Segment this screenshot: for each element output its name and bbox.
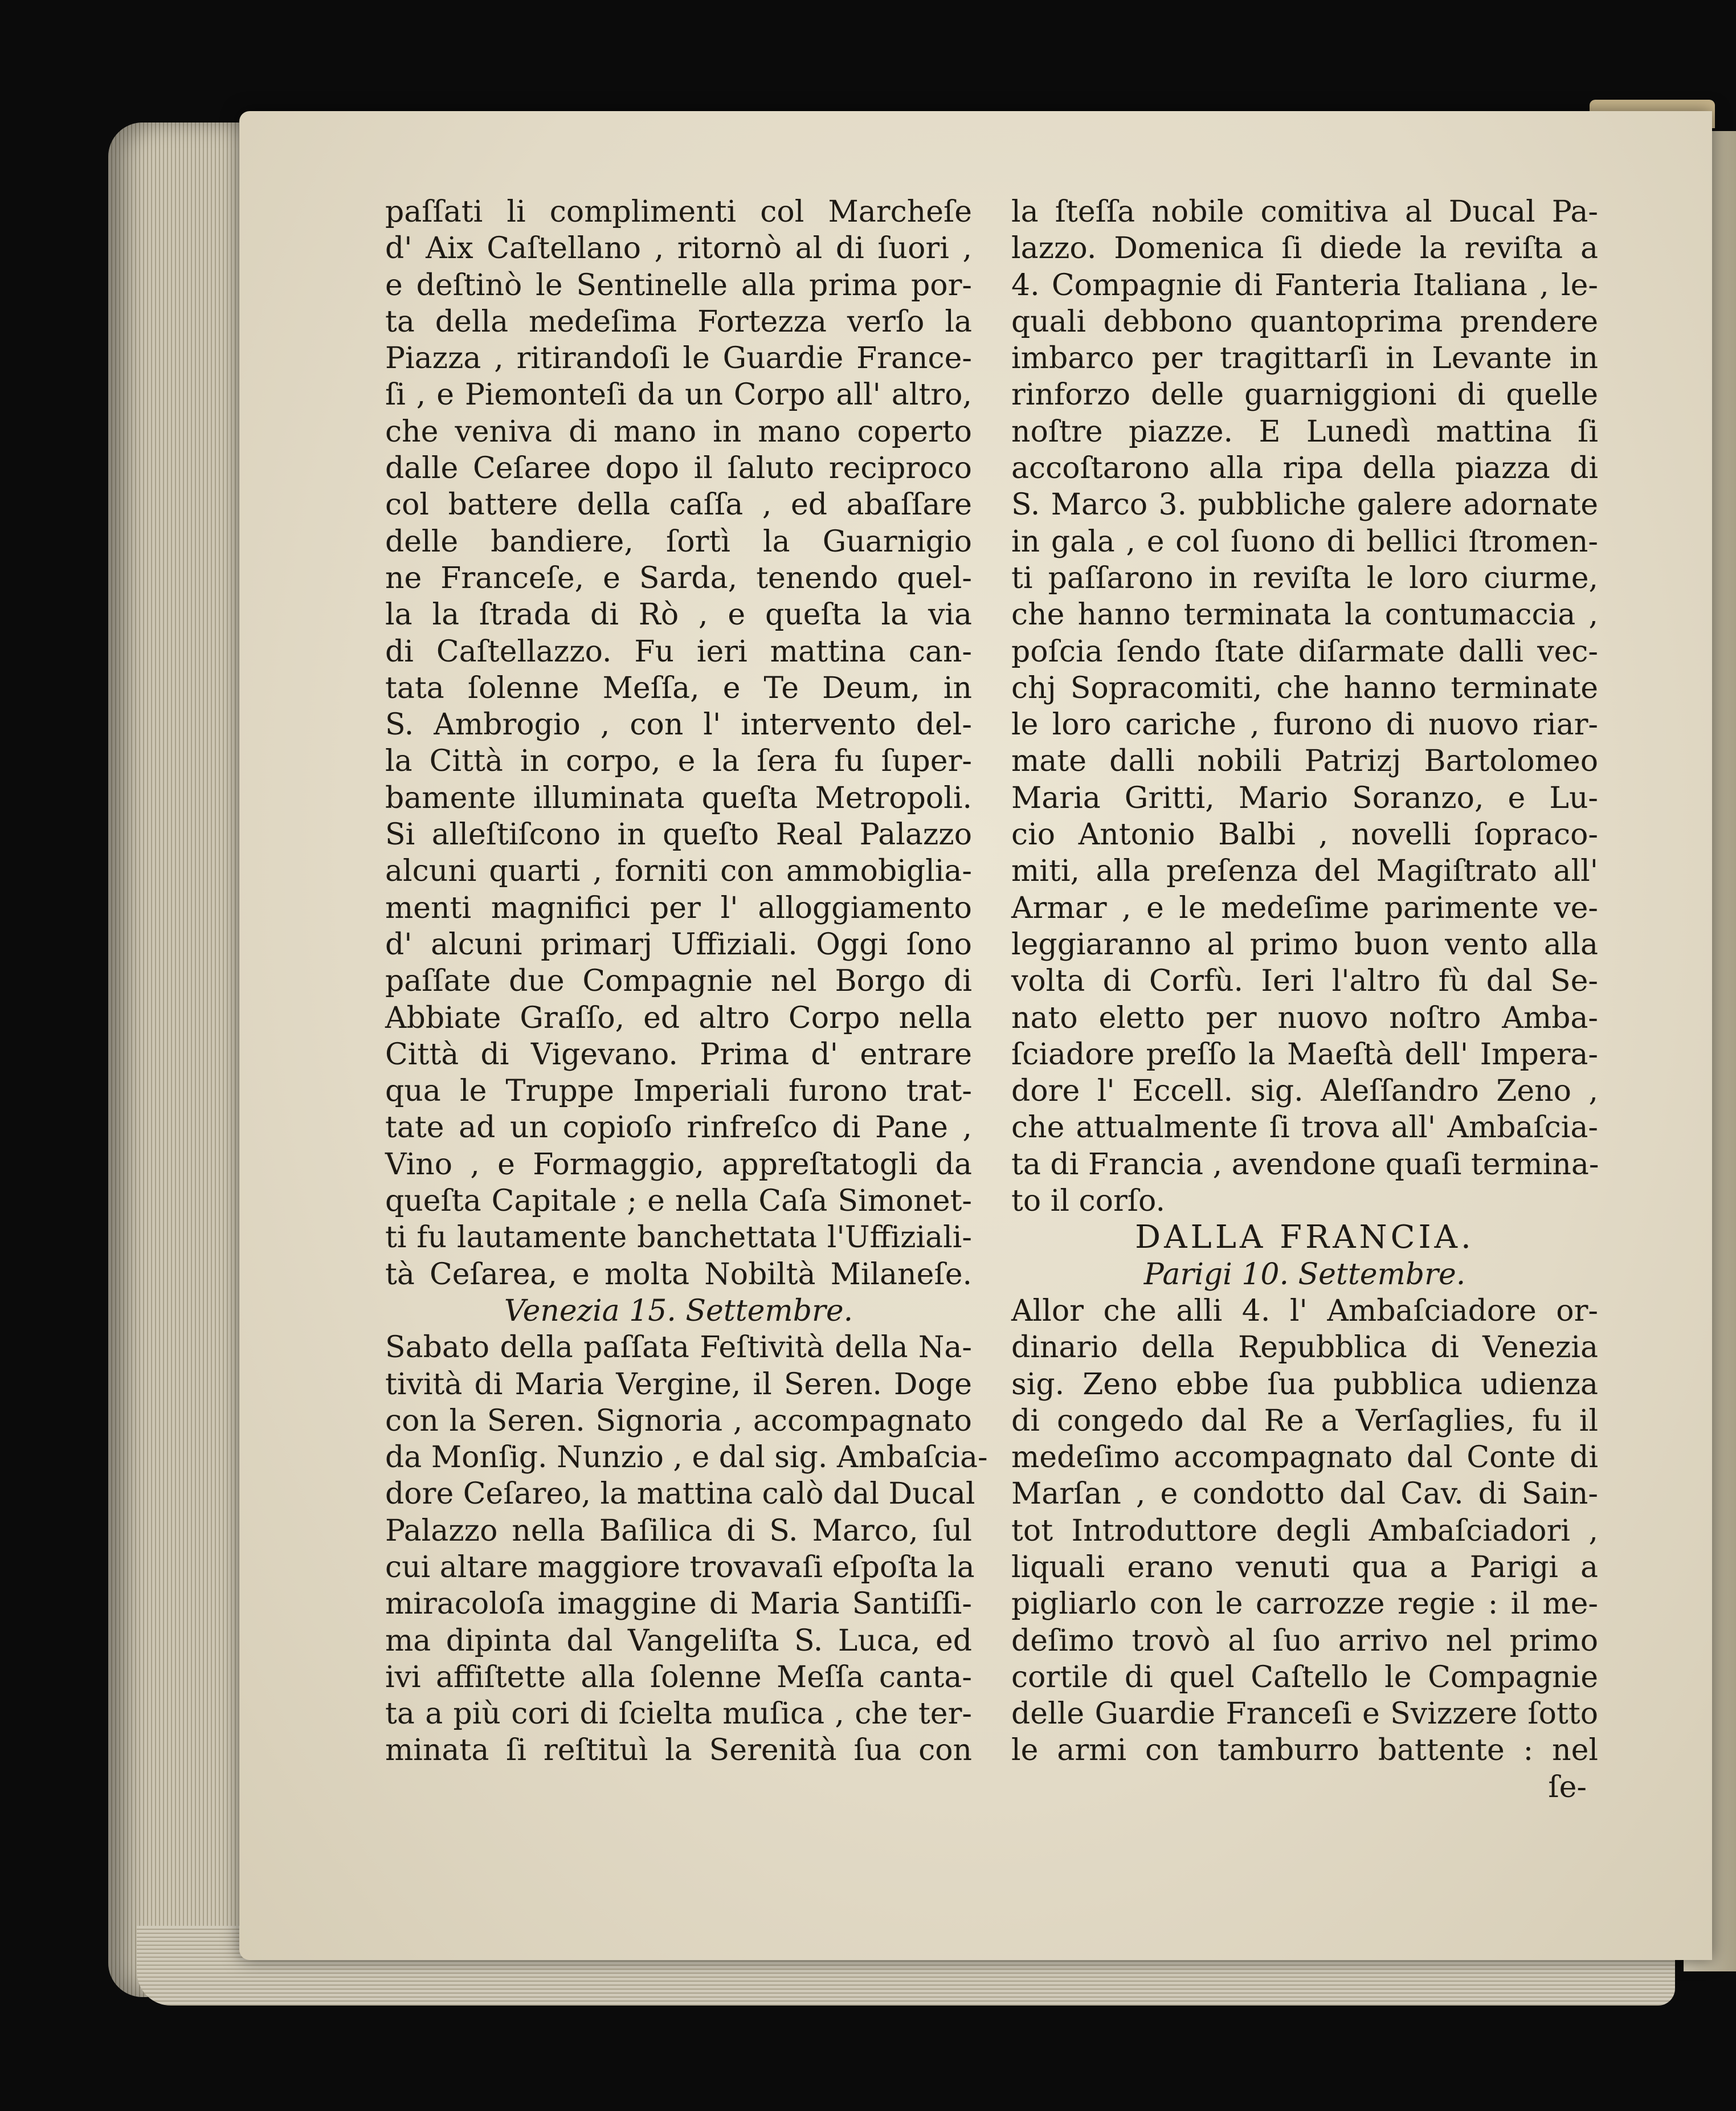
text-line: miracoloſa imaggine di Maria Santiſſi- xyxy=(385,1587,972,1622)
venezia-dateline: Venezia 15. Settembre. xyxy=(504,1293,853,1328)
text-line: Sabato della paſſata Feſtività della Na- xyxy=(385,1330,972,1365)
text-line: ta della medeſima Fortezza verſo la xyxy=(385,304,972,339)
text-line: Città di Vigevano. Prima d' entrare xyxy=(385,1037,972,1072)
text-line: e deſtinò le Sentinelle alla prima por- xyxy=(385,268,972,303)
text-line: Armar , e le medeſime parimente ve- xyxy=(1011,891,1598,925)
text-line: tate ad un copioſo rinfreſco di Pane , xyxy=(385,1110,972,1145)
text-line: d' alcuni primarj Uffiziali. Oggi ſono xyxy=(385,927,972,962)
text-line: liquali erano venuti qua a Parigi a xyxy=(1011,1550,1598,1585)
text-line: ta di Francia , avendone quaſi termina- xyxy=(1011,1147,1599,1182)
text-line: queſta Capitale ; e nella Caſa Simonet- xyxy=(385,1184,972,1219)
text-line: ſi , e Piemonteſi da un Corpo all' altro, xyxy=(385,378,972,413)
text-line: medeſimo accompagnato dal Conte di xyxy=(1011,1440,1598,1475)
text-line: delle Guardie Franceſi e Svizzere ſotto xyxy=(1011,1697,1598,1732)
text-line: le loro cariche , furono di nuovo riar- xyxy=(1011,708,1598,742)
text-line: da Monſig. Nunzio , e dal sig. Ambaſcia- xyxy=(385,1440,988,1475)
text-line: Vino , e Formaggio, appreſtatogli da xyxy=(385,1147,972,1182)
text-line: noſtre piazze. E Lunedì mattina ſi xyxy=(1011,414,1598,449)
text-line: S. Ambrogio , con l' intervento del- xyxy=(385,708,972,742)
text-line: la la ſtrada di Rò , e queſta la via xyxy=(385,598,972,632)
text-line: S. Marco 3. pubbliche galere adornate xyxy=(1011,488,1598,522)
text-line: dore l' Eccell. sig. Aleſſandro Zeno , xyxy=(1011,1074,1598,1109)
text-line: pigliarlo con le carrozze regie : il me- xyxy=(1011,1587,1598,1622)
text-line: delle bandiere, ſortì la Guarnigio xyxy=(385,524,972,559)
text-line: cui altare maggiore trovavaſi eſpoſta la xyxy=(385,1550,975,1585)
text-line: tot Introduttore degli Ambaſciadori , xyxy=(1011,1513,1598,1548)
text-line: paſſate due Compagnie nel Borgo di xyxy=(385,964,972,999)
text-line: lazzo. Domenica ſi diede la reviſta a xyxy=(1011,231,1598,266)
text-line: imbarco per tragittarſi in Levante in xyxy=(1011,341,1598,376)
text-line: col battere della caſſa , ed abaſſare xyxy=(385,488,972,522)
text-line: tività di Maria Vergine, il Seren. Doge xyxy=(385,1367,972,1402)
text-line: che attualmente ſi trova all' Ambaſcia- xyxy=(1011,1110,1598,1145)
text-line: Piazza , ritirandoſi le Guardie France- xyxy=(385,341,972,376)
text-line: Maria Gritti, Mario Soranzo, e Lu- xyxy=(1011,781,1598,815)
text-line: nato eletto per nuovo noſtro Amba- xyxy=(1011,1001,1598,1035)
text-line: d' Aix Caſtellano , ritornò al di ſuori , xyxy=(385,231,972,266)
text-line: cortile di quel Caſtello le Compagnie xyxy=(1011,1660,1598,1694)
text-line: rinforzo delle guarniggioni di quelle xyxy=(1011,378,1598,413)
right-column xyxy=(1011,194,1598,1806)
text-line: accoſtarono alla ripa della piazza di xyxy=(1011,451,1598,486)
text-line: ti fu lautamente banchettata l'Uffiziali- xyxy=(385,1220,972,1255)
text-line: la ſteſſa nobile comitiva al Ducal Pa- xyxy=(1011,195,1598,229)
text-line: ivi affiſtette alla ſolenne Meſſa canta- xyxy=(385,1660,972,1694)
text-line: dore Ceſareo, la mattina calò dal Ducal xyxy=(385,1477,975,1512)
text-line: la Città in corpo, e la ſera fu ſuper- xyxy=(385,744,972,779)
text-line: ne Franceſe, e Sarda, tenendo quel- xyxy=(385,561,972,595)
section-heading: DALLA FRANCIA. xyxy=(1135,1219,1474,1256)
text-line: 4. Compagnie di Fanteria Italiana , le- xyxy=(1011,268,1598,303)
text-line: menti magnifici per l' alloggiamento xyxy=(385,891,972,925)
text-line: minata ſi reſtituì la Serenità ſua con xyxy=(385,1733,972,1768)
text-line: di Caſtellazzo. Fu ieri mattina can- xyxy=(385,634,972,669)
text-line: miti, alla preſenza del Magiſtrato all' xyxy=(1011,854,1598,889)
text-line: tata ſolenne Meſſa, e Te Deum, in xyxy=(385,671,972,705)
text-line: dalle Ceſaree dopo il ſaluto reciproco xyxy=(385,451,972,486)
text-line: quali debbono quantoprima prendere xyxy=(1011,304,1598,339)
text-line: Palazzo nella Baſilica di S. Marco, ſul xyxy=(385,1513,972,1548)
text-line: Allor che alli 4. l' Ambaſciadore or- xyxy=(1011,1293,1598,1328)
text-line: paſſati li complimenti col Marcheſe xyxy=(385,195,972,229)
text-line: le armi con tamburro battente : nel xyxy=(1011,1733,1598,1768)
left-column xyxy=(385,194,988,1769)
text-line: leggiaranno al primo buon vento alla xyxy=(1011,927,1598,962)
catchword: ſe- xyxy=(1548,1770,1587,1804)
text-line: ta a più cori di ſcielta muſica , che ter- xyxy=(385,1697,972,1732)
text-line: di congedo dal Re a Verſaglies, fu il xyxy=(1011,1403,1598,1438)
text-line: Marſan , e condotto dal Cav. di Sain- xyxy=(1011,1477,1598,1512)
text-line: mate dalli nobili Patrizj Bartolomeo xyxy=(1011,744,1598,779)
text-line: che hanno terminata la contumaccia , xyxy=(1011,598,1598,632)
text-line: Abbiate Graſſo, ed altro Corpo nella xyxy=(385,1001,972,1035)
text-line: Si alleſtiſcono in queſto Real Palazzo xyxy=(385,818,972,852)
text-line: in gala , e col ſuono di bellici ſtromen- xyxy=(1011,524,1598,559)
text-line: volta di Corfù. Ieri l'altro fù dal Se- xyxy=(1011,964,1598,999)
text-line: con la Seren. Signoria , accompagnato xyxy=(385,1403,972,1438)
text-line: poſcia ſendo ſtate diſarmate dalli vec- xyxy=(1011,634,1598,669)
text-line: deſimo trovò al ſuo arrivo nel primo xyxy=(1011,1623,1598,1658)
text-line: ma dipinta dal Vangeliſta S. Luca, ed xyxy=(385,1623,972,1658)
text-line: cio Antonio Balbi , novelli ſopraco- xyxy=(1011,818,1598,852)
text-line: chj Sopracomiti, che hanno terminate xyxy=(1011,671,1598,705)
text-line: sig. Zeno ebbe ſua pubblica udienza xyxy=(1011,1367,1598,1402)
text-line: che veniva di mano in mano coperto xyxy=(385,414,972,449)
text-line: to il corſo. xyxy=(1011,1184,1165,1219)
text-line: alcuni quarti , forniti con ammobiglia- xyxy=(385,854,972,889)
text-line: bamente illuminata queſta Metropoli. xyxy=(385,781,972,815)
text-line: dinario della Repubblica di Venezia xyxy=(1011,1330,1598,1365)
text-line: qua le Truppe Imperiali furono trat- xyxy=(385,1074,972,1109)
text-line: tà Ceſarea, e molta Nobiltà Milaneſe. xyxy=(385,1257,972,1292)
parigi-dateline: Parigi 10. Settembre. xyxy=(1143,1257,1466,1292)
text-line: ti paſſarono in reviſta le loro ciurme, xyxy=(1011,561,1598,595)
text-line: ſciadore preſſo la Maeſtà dell' Impera- xyxy=(1011,1037,1598,1072)
